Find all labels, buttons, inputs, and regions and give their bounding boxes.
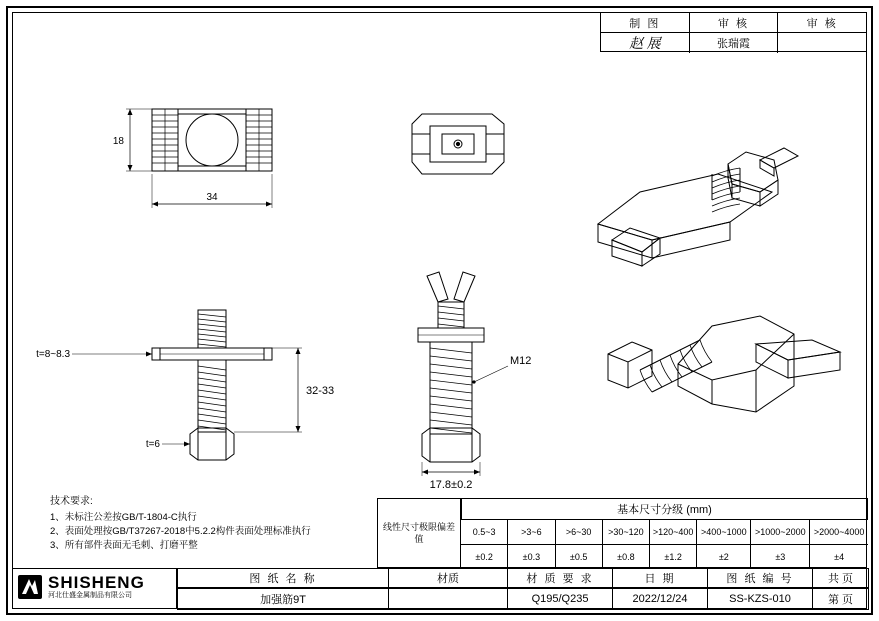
value-material	[388, 588, 508, 610]
notes-line-0: 1、未标注公差按GB/T-1804-C执行	[50, 512, 197, 523]
dim-nut-width: 17.8±0.2	[429, 479, 473, 491]
tolerance-range-6: >1000~2000	[751, 520, 810, 544]
value-material-req: Q195/Q235	[507, 588, 613, 610]
label-drawing-name: 图 纸 名 称	[177, 568, 389, 588]
tolerance-value-6: ±3	[751, 545, 810, 569]
tolerance-range-2: >6~30	[556, 520, 603, 544]
title-block	[12, 568, 867, 609]
technical-notes	[50, 495, 370, 553]
tolerance-row-label	[377, 498, 461, 568]
label-total-pages: 共 页	[812, 568, 869, 588]
tolerance-value-4: ±1.2	[650, 545, 697, 569]
tolerance-table	[377, 498, 867, 568]
label-date: 日 期	[612, 568, 708, 588]
tolerance-value-0: ±0.2	[461, 545, 508, 569]
metal-logo-icon	[17, 574, 43, 600]
label-material: 材质	[388, 568, 508, 588]
technical-drawing-canvas	[12, 14, 867, 491]
tolerance-range-4: >120~400	[650, 520, 697, 544]
tolerance-value-2: ±0.5	[556, 545, 603, 569]
notes-line-1: 2、表面处理按GB/T37267-2018中5.2.2构件表面处理标准执行	[50, 526, 311, 537]
dim-nut-thickness: t=6	[145, 439, 160, 450]
tolerance-value-7: ±4	[834, 552, 845, 562]
tolerance-range-3: >30~120	[603, 520, 650, 544]
tolerance-range-1: >3~6	[508, 520, 555, 544]
tolerance-value-5: ±2	[697, 545, 751, 569]
tolerance-range-5: >400~1000	[697, 520, 751, 544]
dim-bolt-length: 32-33	[306, 385, 335, 397]
dim-top-height: 18	[112, 136, 124, 147]
dim-thread-spec: M12	[510, 355, 532, 367]
tolerance-range-7: >2000~4000	[813, 527, 865, 537]
approval-value-0: 赵 展	[601, 33, 690, 53]
tolerance-title: 基本尺寸分级 (mm)	[461, 498, 868, 520]
company-brand: SHISHENG	[48, 572, 145, 592]
approval-value-1: 张瑞霞	[690, 33, 779, 53]
dim-top-width: 34	[206, 192, 218, 203]
tolerance-range-0: 0.5~3	[461, 520, 508, 544]
approval-header-2: 审 核	[806, 17, 838, 30]
label-material-req: 材 质 要 求	[507, 568, 613, 588]
notes-line-2: 3、所有部件表面无毛刺、打磨平整	[50, 540, 198, 551]
value-drawing-name: 加强筋9T	[177, 588, 389, 610]
tolerance-value-3: ±0.8	[603, 545, 650, 569]
tolerance-row-label-text: 线性尺寸极限偏差值	[382, 522, 455, 544]
company-logo	[17, 571, 165, 602]
approval-header-1: 审 核	[690, 13, 779, 32]
notes-title: 技术要求:	[50, 496, 93, 507]
company-subtitle: 河北仕盛金属制品有限公司	[48, 591, 132, 599]
label-drawing-no: 图 纸 编 号	[707, 568, 813, 588]
value-date: 2022/12/24	[612, 588, 708, 610]
value-page: 第 页	[812, 588, 869, 610]
value-drawing-no: SS-KZS-010	[707, 588, 813, 610]
tolerance-value-1: ±0.3	[508, 545, 555, 569]
dim-plate-thickness: t=8~8.3	[36, 349, 70, 360]
approval-header-0: 制 图	[601, 13, 690, 32]
